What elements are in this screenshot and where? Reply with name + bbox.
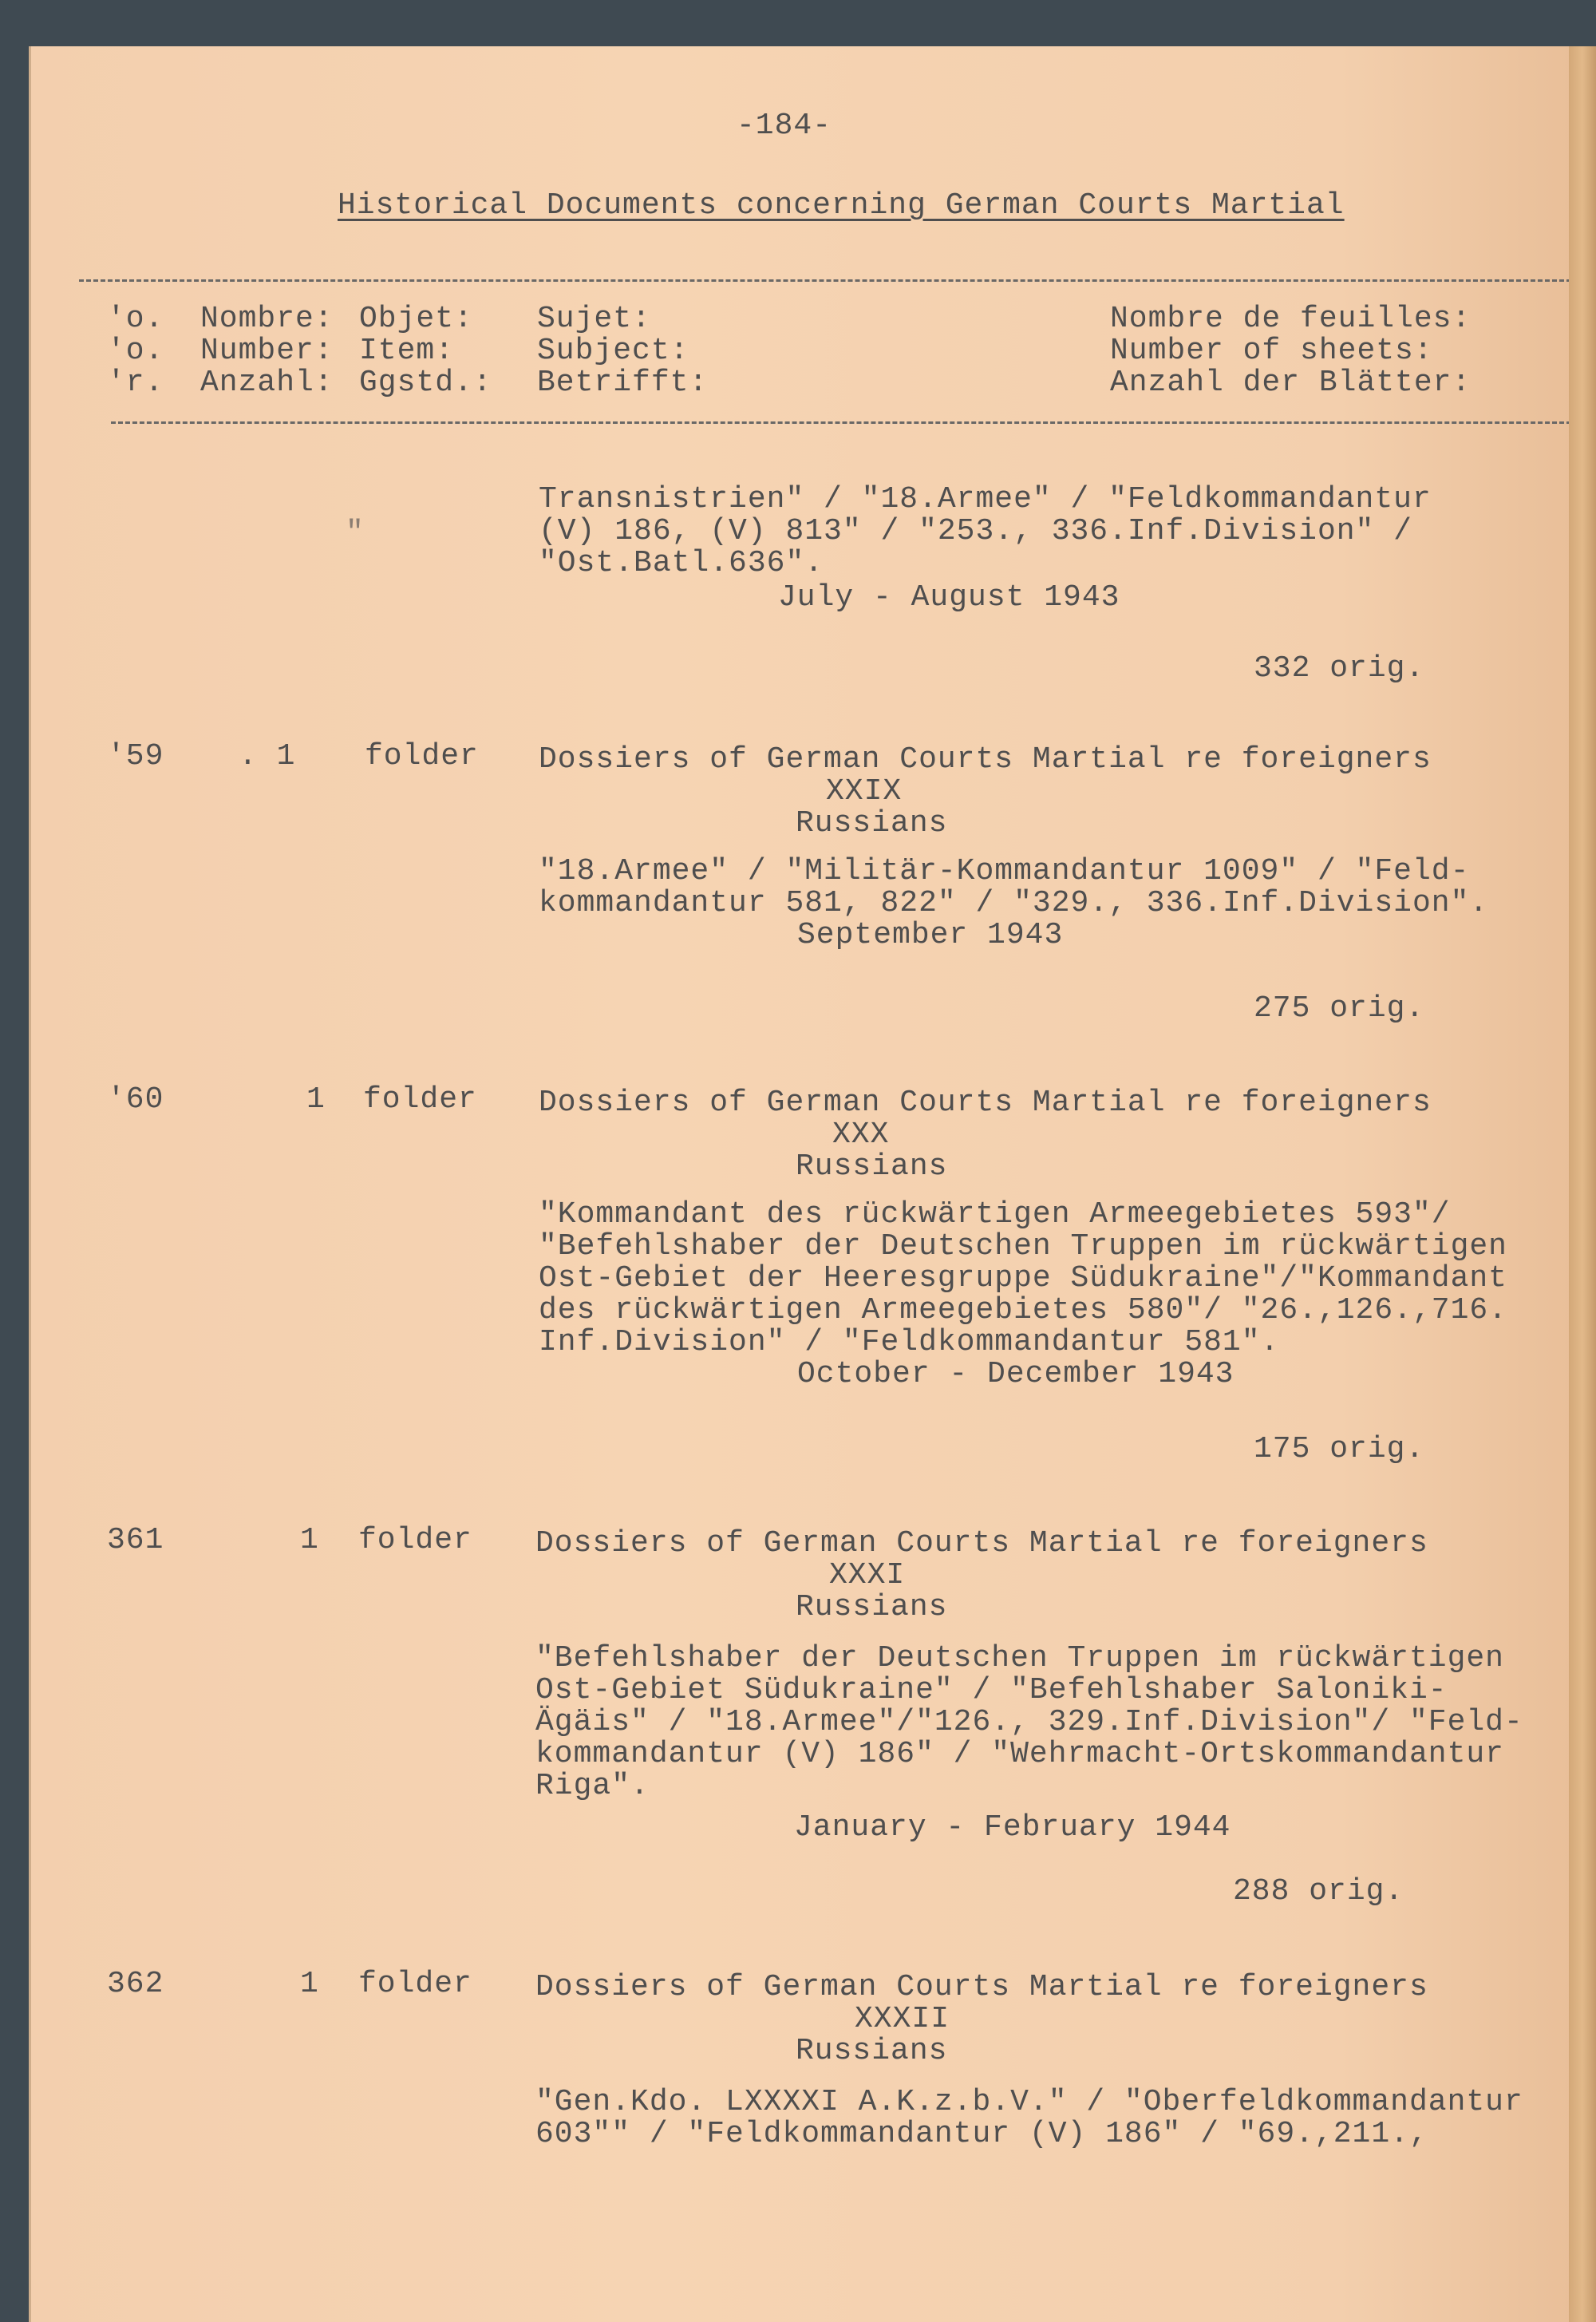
header-rule-bottom xyxy=(111,421,1571,424)
header-sheets-fr: Nombre de feuilles: xyxy=(1110,302,1472,336)
entry-nationality: Russians xyxy=(796,1590,948,1624)
entry-item: folder xyxy=(358,1523,472,1557)
entry-item: folder xyxy=(358,1967,472,2001)
entry-details-line: (V) 186, (V) 813" / "253., 336.Inf.Division" / xyxy=(539,514,1412,548)
header-count-en: Number: xyxy=(200,334,334,368)
entry-details-line: Ost-Gebiet der Heeresgruppe Südukraine"/"Kommandant xyxy=(539,1261,1507,1295)
header-no-fr: 'o. xyxy=(107,302,164,336)
entry-details-line: des rückwärtigen Armeegebietes 580"/ "26.,126.,716. xyxy=(539,1293,1507,1327)
entry-details-line: Transnistrien" / "18.Armee" / "Feldkommandantur xyxy=(539,482,1432,516)
entry-title: Dossiers of German Courts Martial re foreigners xyxy=(535,1526,1428,1561)
entry-count: . 1 xyxy=(239,739,296,773)
ditto-mark: " xyxy=(346,516,365,550)
entry-volume: XXIX xyxy=(826,774,903,809)
entry-item: folder xyxy=(363,1082,477,1117)
book-spine-edge xyxy=(1569,46,1596,2322)
entry-details-line: "Gen.Kdo. LXXXXI A.K.z.b.V." / "Oberfeldkommandantur xyxy=(535,2085,1523,2119)
header-subject-de: Betrifft: xyxy=(537,366,709,400)
entry-number: '60 xyxy=(107,1082,164,1117)
page-number: -184- xyxy=(737,109,832,143)
entry-number: '59 xyxy=(107,739,164,773)
entry-details-line: "Befehlshaber der Deutschen Truppen im rückwärtigen xyxy=(535,1641,1504,1675)
entry-nationality: Russians xyxy=(796,2034,948,2068)
document-title: Historical Documents concerning German Courts Martial xyxy=(338,188,1345,223)
entry-count: 1 xyxy=(300,1523,319,1557)
entry-count: 1 xyxy=(300,1967,319,2001)
entry-title: Dossiers of German Courts Martial re foreigners xyxy=(539,742,1432,777)
entry-volume: XXXII xyxy=(855,2002,950,2036)
entry-title: Dossiers of German Courts Martial re foreigners xyxy=(535,1970,1428,2004)
entry-sheets: 275 orig. xyxy=(1254,991,1425,1026)
header-sheets-de: Anzahl der Blätter: xyxy=(1110,366,1472,400)
entry-item: folder xyxy=(365,739,479,773)
entry-number: 362 xyxy=(107,1967,164,2001)
document-page xyxy=(29,46,1571,2322)
header-no-de: 'r. xyxy=(107,366,164,400)
entry-details-line: Riga". xyxy=(535,1769,650,1803)
header-count-fr: Nombre: xyxy=(200,302,334,336)
entry-volume: XXX xyxy=(832,1117,890,1152)
header-no-en: 'o. xyxy=(107,334,164,368)
header-count-de: Anzahl: xyxy=(200,366,334,400)
entry-details-line: kommandantur (V) 186" / "Wehrmacht-Ortskommandantur xyxy=(535,1737,1504,1771)
entry-details-line: "Ost.Batl.636". xyxy=(539,546,824,580)
entry-number: 361 xyxy=(107,1523,164,1557)
entry-title: Dossiers of German Courts Martial re foreigners xyxy=(539,1086,1432,1120)
entry-details-line: "Kommandant des rückwärtigen Armeegebietes 593"/ xyxy=(539,1197,1451,1232)
header-item-en: Item: xyxy=(359,334,455,368)
entry-nationality: Russians xyxy=(796,806,948,841)
entry-details-line: Ost-Gebiet Südukraine" / "Befehlshaber Saloniki- xyxy=(535,1673,1448,1707)
entry-sheets: 332 orig. xyxy=(1254,651,1425,686)
entry-details-line: "Befehlshaber der Deutschen Truppen im rückwärtigen xyxy=(539,1229,1507,1264)
entry-volume: XXXI xyxy=(829,1558,906,1592)
entry-sheets: 288 orig. xyxy=(1233,1874,1404,1909)
entry-details-line: 603"" / "Feldkommandantur (V) 186" / "69.,211., xyxy=(535,2117,1428,2151)
header-rule-top xyxy=(79,279,1571,282)
entry-details-line: Ägäis" / "18.Armee"/"126., 329.Inf.Division"/ "Feld- xyxy=(535,1705,1523,1739)
entry-details-line: "18.Armee" / "Militär-Kommandantur 1009" / "Feld- xyxy=(539,854,1470,888)
entry-date: July - August 1943 xyxy=(778,580,1120,615)
entry-date: September 1943 xyxy=(797,918,1064,952)
entry-details-line: Inf.Division" / "Feldkommandantur 581". xyxy=(539,1325,1280,1359)
header-sheets-en: Number of sheets: xyxy=(1110,334,1433,368)
entry-date: January - February 1944 xyxy=(794,1810,1231,1845)
entry-nationality: Russians xyxy=(796,1149,948,1184)
entry-details-line: kommandantur 581, 822" / "329., 336.Inf.Division". xyxy=(539,886,1489,920)
entry-sheets: 175 orig. xyxy=(1254,1432,1425,1466)
header-subject-fr: Sujet: xyxy=(537,302,651,336)
header-subject-en: Subject: xyxy=(537,334,689,368)
header-item-de: Ggstd.: xyxy=(359,366,492,400)
entry-count: 1 xyxy=(306,1082,326,1117)
header-item-fr: Objet: xyxy=(359,302,473,336)
entry-date: October - December 1943 xyxy=(797,1357,1235,1391)
